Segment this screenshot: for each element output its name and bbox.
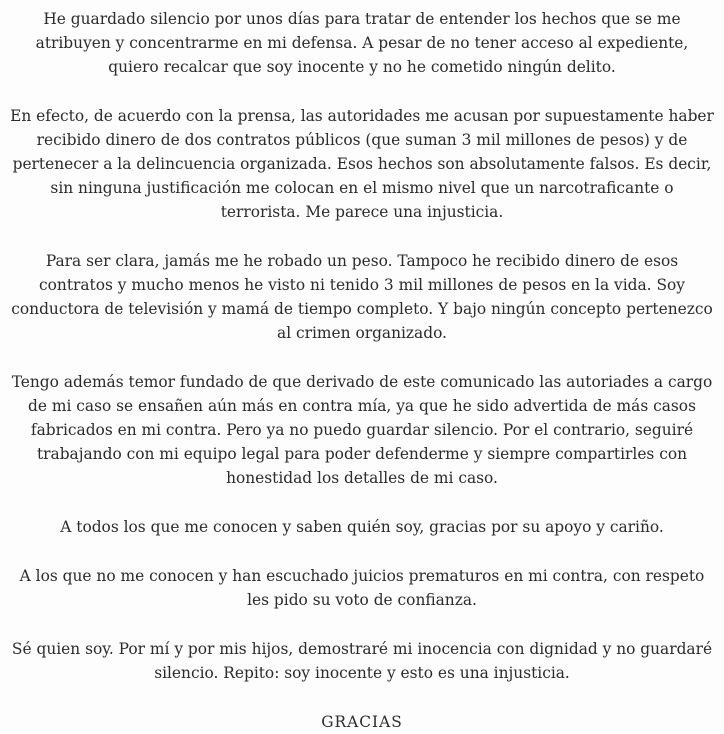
paragraph-2: En efecto, de acuerdo con la prensa, las autoridades me acusan por supuestamente haber recibido dinero de dos contratos públicos (que suman 3 mil millones de pesos) y de pertenecer a la delincuencia organizada. Esos hechos son absolutamente falsos. Es decir, sin ninguna justificación me colocan en el mismo nivel que un narcotraficante o terrorista. Me parece una injusticia. <box>10 107 714 221</box>
paragraph-3: Para ser clara, jamás me he robado un peso. Tampoco he recibido dinero de esos contratos y mucho menos he visto ni tenido 3 mil millones de pesos en la vida. Soy conductora de televisión y mamá de tiempo completo. Y bajo ningún concepto pertenezco al crimen organizado. <box>11 252 713 342</box>
paragraph-1: He guardado silencio por unos días para tratar de entender los hechos que se me atribuyen y concentrarme en mi defensa. A pesar de no tener acceso al expediente, quiero recalcar que soy inocente y no he cometido ningún delito. <box>35 10 689 76</box>
paragraph-5: A todos los que me conocen y saben quién soy, gracias por su apoyo y cariño. <box>60 518 664 536</box>
paragraph-6: A los que no me conocen y han escuchado juicios prematuros en mi contra, con respeto les pido su voto de confianza. <box>19 567 705 609</box>
paragraph-4: Tengo además temor fundado de que derivado de este comunicado las autoriades a cargo de mi caso se ensañen aún más en contra mía, ya que he sido advertida de más casos fabricados en mi contra. Pero ya no puedo guardar silencio. Por el contrario, seguiré trabajando con mi equipo legal para poder defenderme y siempre compartirles con honestidad los detalles de mi caso. <box>11 373 713 487</box>
paragraph-7: Sé quien soy. Por mí y por mis hijos, demostraré mi inocencia con dignidad y no guardaré silencio. Repito: soy inocente y esto es una injusticia. <box>11 640 713 682</box>
signoff: GRACIAS <box>321 713 403 731</box>
